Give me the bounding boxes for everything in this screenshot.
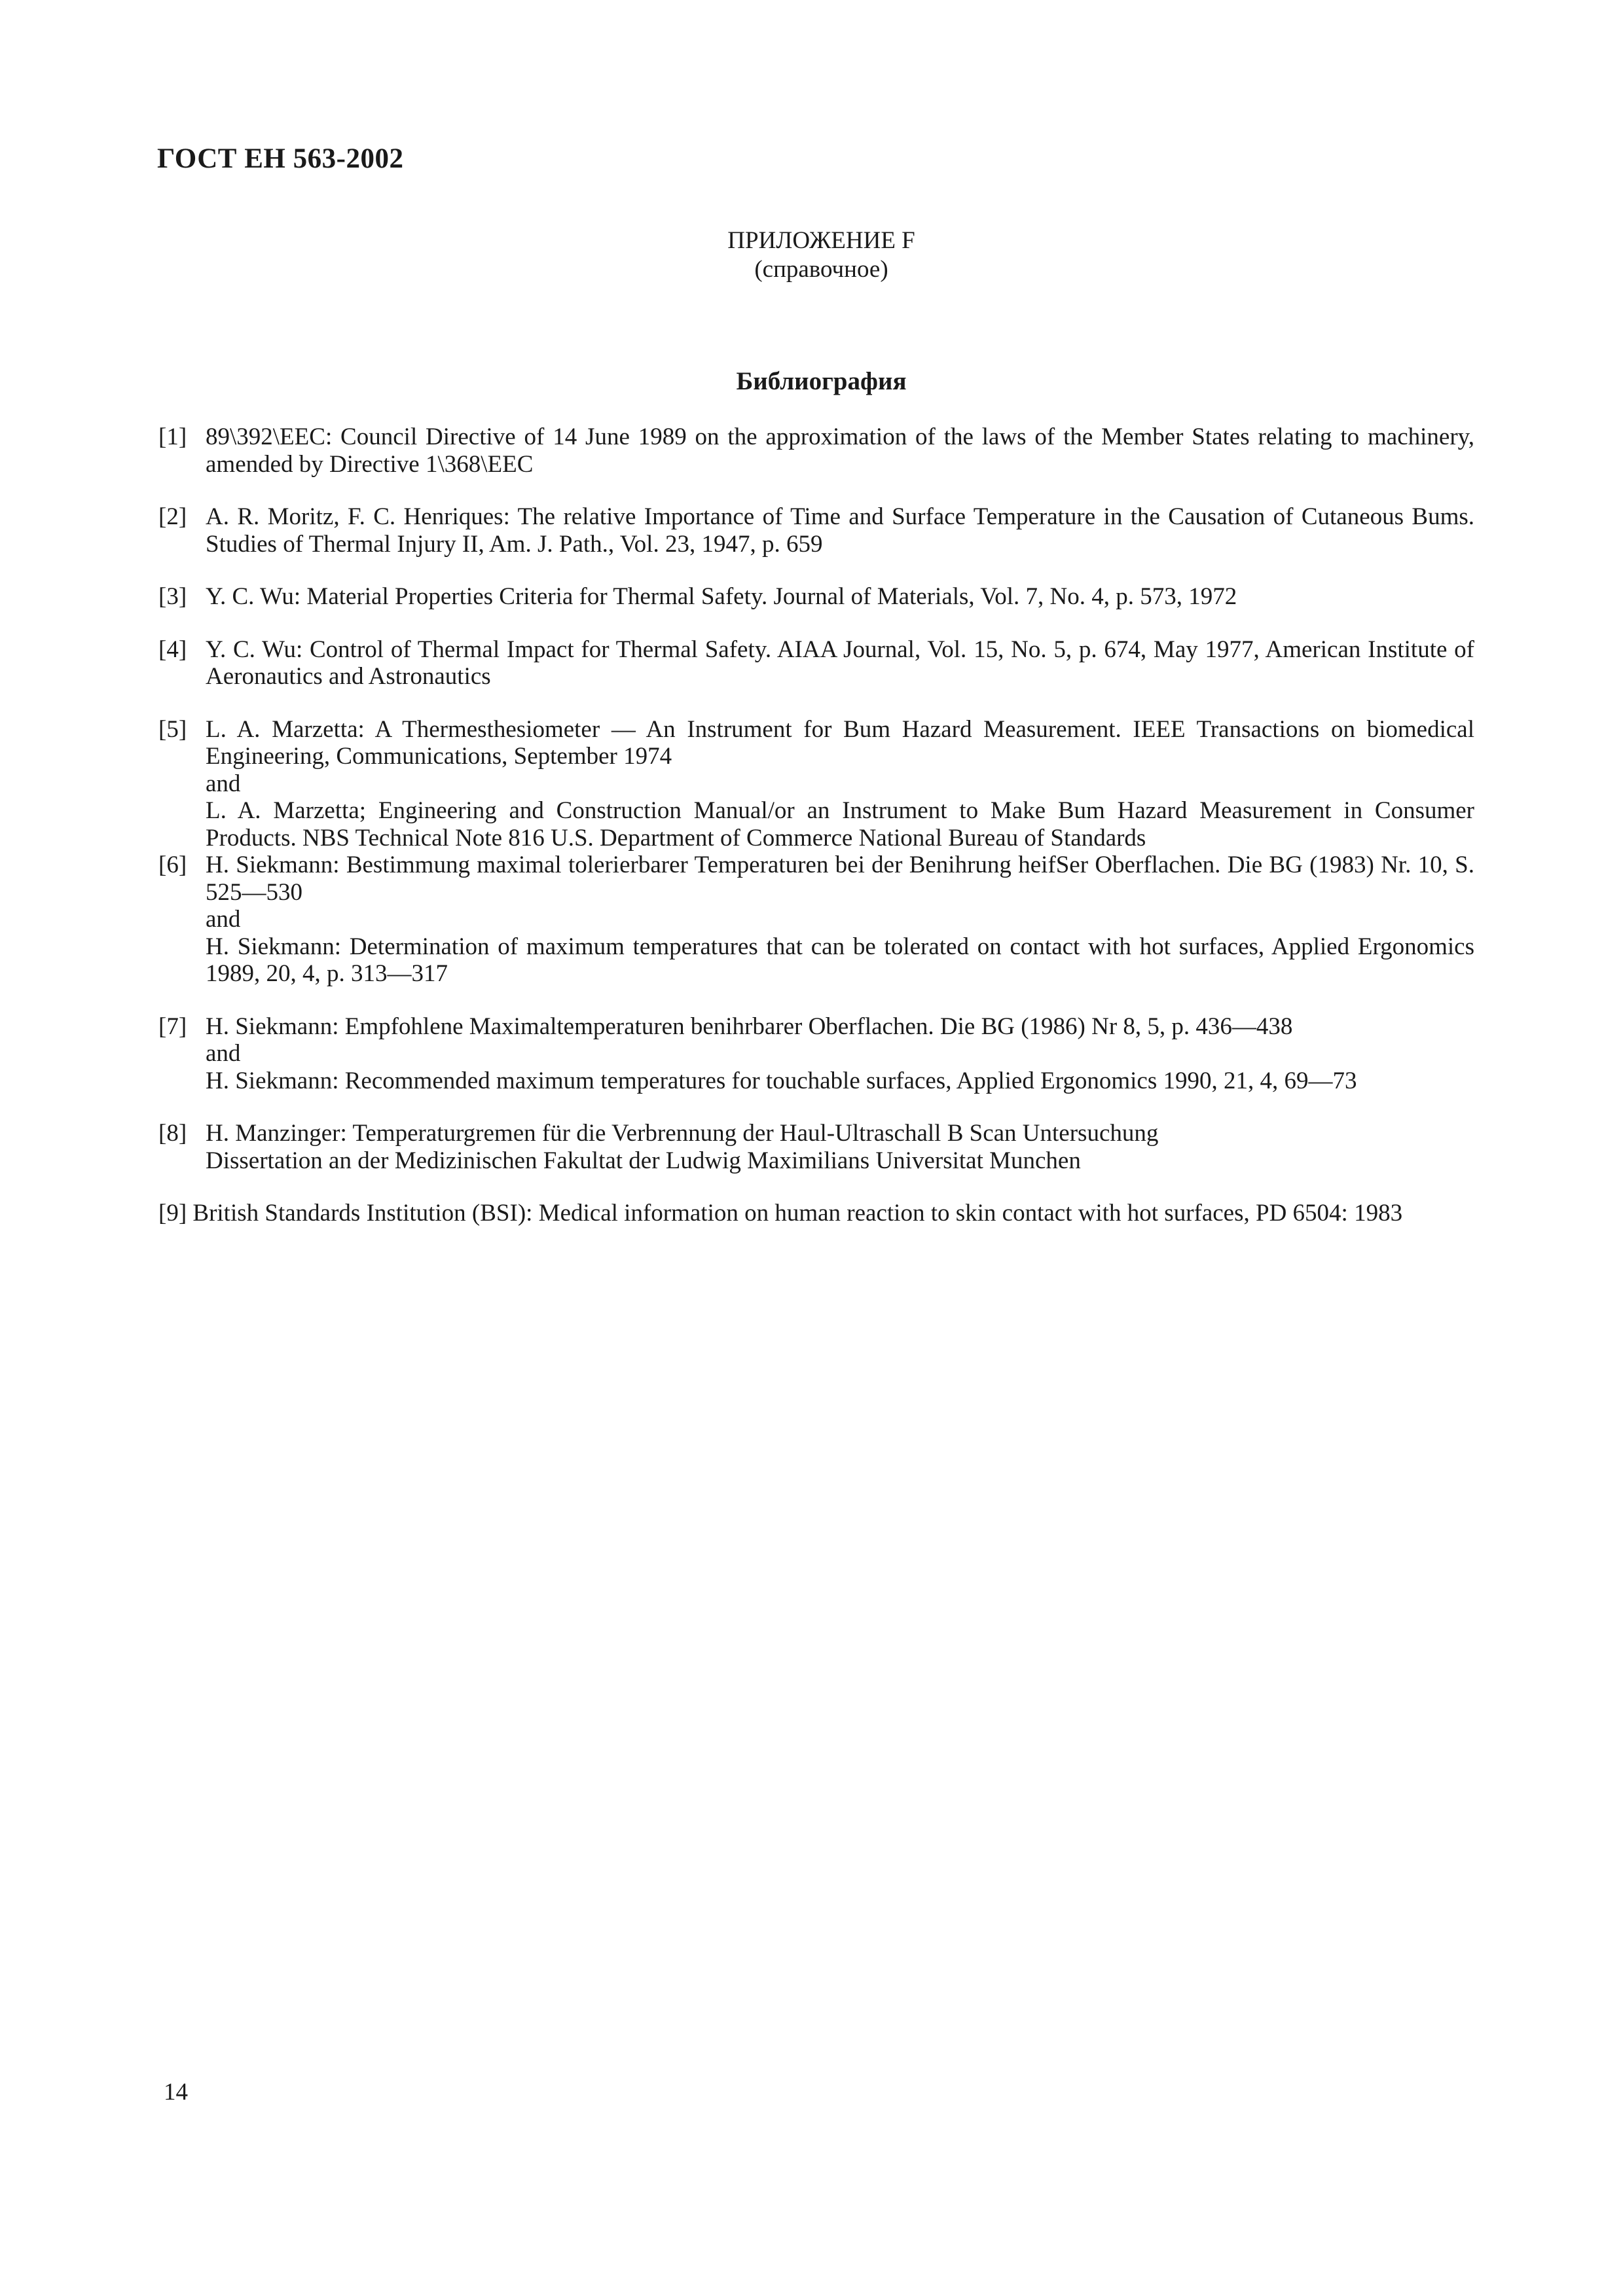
reference-text: H. Manzinger: Temperaturgremen für die Verbrennung der Haul-Ultraschall B Scan Untersuchung <box>206 1120 1159 1147</box>
reference-conjunction: and <box>206 906 241 933</box>
reference-text: H. Siekmann: Bestimmung maximal tolerierbarer Temperaturen bei der Benihrung heifSer Oberflachen. Die BG (1983) Nr. 10, S. 525—530 <box>206 852 1474 906</box>
reference-text: H. Siekmann: Recommended maximum temperatures for touchable surfaces, Applied Ergonomics 1990, 21, 4, 69—73 <box>206 1067 1357 1094</box>
page-number: 14 <box>164 2079 188 2106</box>
reference-text: A. R. Moritz, F. C. Henriques: The relative Importance of Time and Surface Temperature in the Causation of Cutaneous Bums. Studies of Thermal Injury II, Am. J. Path., Vol. 23, 1947, p. 659 <box>206 503 1474 558</box>
reference-text: 89\392\EEC: Council Directive of 14 June 1989 on the approximation of the laws of the Member States relating to machinery, amended by Directive 1\368\EEC <box>206 423 1474 478</box>
reference-item <box>158 716 1474 852</box>
annex-note: (справочное) <box>754 256 888 283</box>
reference-number: [2] <box>158 503 187 530</box>
reference-number: [9] <box>158 1200 187 1227</box>
reference-text: British Standards Institution (BSI): Medical information on human reaction to skin contact with hot surfaces, PD 6504: 1983 <box>192 1200 1403 1227</box>
reference-text: H. Siekmann: Determination of maximum temperatures that can be tolerated on contact with hot surfaces, Applied Ergonomics 1989, 20, 4, p. 313—317 <box>206 933 1474 987</box>
reference-text: H. Siekmann: Empfohlene Maximaltemperaturen benihrbarer Oberflachen. Die BG (1986) Nr 8, 5, p. 436—438 <box>206 1013 1293 1040</box>
reference-text: Y. C. Wu: Control of Thermal Impact for Thermal Safety. AIAA Journal, Vol. 15, No. 5, p. 674, May 1977, American Institute of Aeronautics and Astronautics <box>206 636 1474 690</box>
reference-conjunction: and <box>206 1040 241 1067</box>
reference-item <box>158 636 1474 691</box>
annex-header <box>0 226 1623 284</box>
reference-number: [8] <box>158 1120 187 1147</box>
bibliography-heading: Библиография <box>736 367 907 395</box>
reference-item <box>158 503 1474 558</box>
reference-item <box>158 583 1474 611</box>
reference-text: Dissertation an der Medizinischen Fakultat der Ludwig Maximilians Universitat Munchen <box>206 1147 1081 1174</box>
reference-number: [1] <box>158 423 187 450</box>
reference-number: [4] <box>158 636 187 663</box>
reference-number: [5] <box>158 715 187 743</box>
reference-item <box>158 423 1474 478</box>
reference-conjunction: and <box>206 770 241 797</box>
reference-item <box>158 1120 1474 1174</box>
reference-item <box>158 1013 1474 1095</box>
reference-number: [3] <box>158 583 187 610</box>
bibliography-list <box>158 423 1474 1227</box>
reference-number: [6] <box>158 852 187 878</box>
reference-text: L. A. Marzetta: A Thermesthesiometer — An Instrument for Bum Hazard Measurement. IEEE Transactions on biomedical Engineering, Communications, September 1974 <box>206 715 1474 770</box>
reference-item <box>158 1200 1474 1227</box>
reference-number: [7] <box>158 1013 187 1040</box>
reference-text: L. A. Marzetta; Engineering and Construction Manual/or an Instrument to Make Bum Hazard Measurement in Consumer Products. NBS Technical Note 816 U.S. Department of Commerce National Bureau of Standards <box>206 797 1474 852</box>
annex-title: ПРИЛОЖЕНИЕ F <box>727 227 915 254</box>
document-code: ГОСТ ЕН 563-2002 <box>157 143 404 174</box>
reference-item <box>158 852 1474 988</box>
reference-text: Y. C. Wu: Material Properties Criteria for Thermal Safety. Journal of Materials, Vol. 7, No. 4, p. 573, 1972 <box>206 583 1237 610</box>
